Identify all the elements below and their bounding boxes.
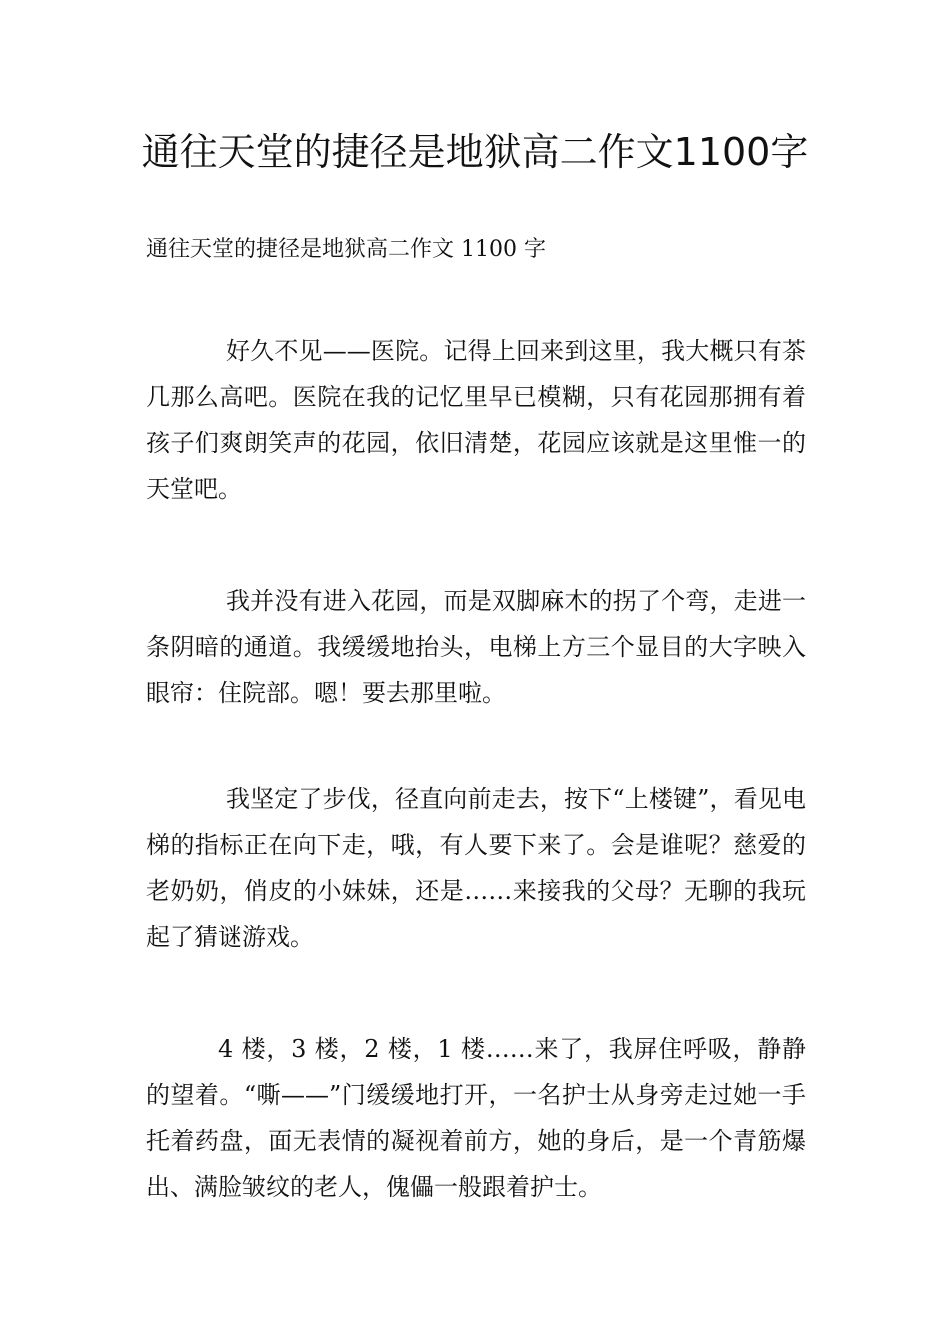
paragraph-1: 好久不见——医院。记得上回来到这里，我大概只有茶几那么高吧。医院在我的记忆里早已模糊，只有花园那拥有着孩子们爽朗笑声的花园，依旧清楚，花园应该就是这里惟一的天堂吧。 [146, 337, 806, 503]
paragraph-2: 我并没有进入花园，而是双脚麻木的拐了个弯，走进一条阴暗的通道。我缓缓地抬头，电梯上方三个显目的大字映入眼帘：住院部。嗯！要去那里啦。 [146, 587, 806, 707]
document-subtitle: 通往天堂的捷径是地狱高二作文 1100 字 [146, 237, 546, 262]
paragraph-3: 我坚定了步伐，径直向前走去，按下“上楼键”，看见电梯的指标正在向下走，哦，有人要下来了。会是谁呢？慈爱的老奶奶，俏皮的小妹妹，还是……来接我的父母？无聊的我玩起了猜谜游戏。 [146, 785, 806, 951]
paragraph-4: 4 楼，3 楼，2 楼，1 楼……来了，我屏住呼吸，静静的望着。“嘶——”门缓缓地打开，一名护士从身旁走过她一手托着药盘，面无表情的凝视着前方，她的身后，是一个青筋爆出、满脸皱纹的老人，傀儡一般跟着护士。 [146, 1035, 806, 1201]
document-title: 通往天堂的捷径是地狱高二作文1100字 [141, 130, 809, 174]
